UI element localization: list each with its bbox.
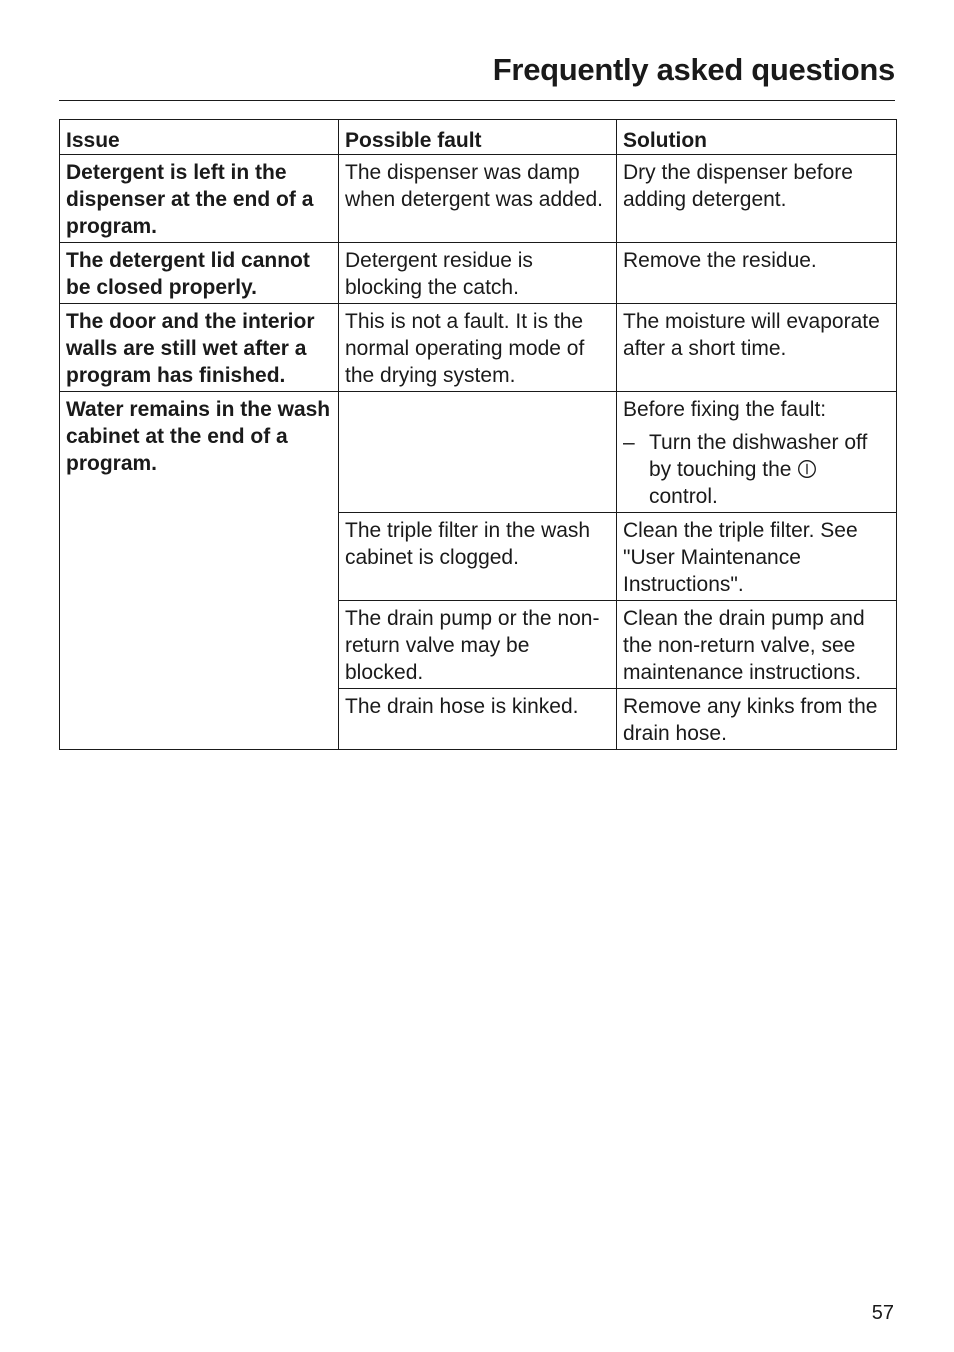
solution-step-text-before: Turn the dishwasher off by touching the: [649, 431, 868, 481]
solution-step: [623, 429, 892, 510]
table-row: [60, 304, 897, 392]
issue-cell: Water remains in the wash cabinet at the end of a program.: [60, 392, 339, 750]
column-header-solution: Solution: [617, 120, 897, 155]
page-number: 57: [871, 1302, 894, 1324]
issue-cell: Detergent is left in the dispenser at the end of a program.: [60, 155, 339, 243]
fault-cell: [339, 392, 617, 513]
solution-cell: Dry the dispenser before adding detergent.: [617, 155, 897, 243]
dash-bullet: –: [623, 431, 635, 454]
solution-step-text: [649, 429, 892, 510]
solution-cell: Clean the drain pump and the non-return valve, see maintenance instructions.: [617, 601, 897, 689]
issue-cell: The detergent lid cannot be closed properly.: [60, 243, 339, 304]
fault-cell: The dispenser was damp when detergent was added.: [339, 155, 617, 243]
solution-cell: Remove the residue.: [617, 243, 897, 304]
power-icon: [797, 459, 817, 479]
page-title: Frequently asked questions: [492, 52, 895, 87]
table-row: [60, 392, 897, 513]
issue-cell: The door and the interior walls are still wet after a program has finished.: [60, 304, 339, 392]
solution-cell: [617, 392, 897, 513]
column-header-issue: Issue: [60, 120, 339, 155]
column-header-possible-fault: Possible fault: [339, 120, 617, 155]
fault-cell: The drain pump or the non-return valve may be blocked.: [339, 601, 617, 689]
table-row: [60, 155, 897, 243]
table-header-row: [60, 120, 897, 155]
solution-cell: The moisture will evaporate after a short time.: [617, 304, 897, 392]
fault-cell: The triple filter in the wash cabinet is clogged.: [339, 513, 617, 601]
solution-step-text-after: control.: [649, 485, 718, 508]
solution-cell: Remove any kinks from the drain hose.: [617, 689, 897, 750]
fault-cell: This is not a fault. It is the normal operating mode of the drying system.: [339, 304, 617, 392]
table-row: [60, 243, 897, 304]
fault-cell: The drain hose is kinked.: [339, 689, 617, 750]
solution-intro: Before fixing the fault:: [623, 398, 827, 421]
faq-table: [59, 119, 897, 750]
fault-cell: Detergent residue is blocking the catch.: [339, 243, 617, 304]
solution-cell: Clean the triple filter. See "User Maintenance Instructions".: [617, 513, 897, 601]
title-divider: [59, 100, 895, 101]
